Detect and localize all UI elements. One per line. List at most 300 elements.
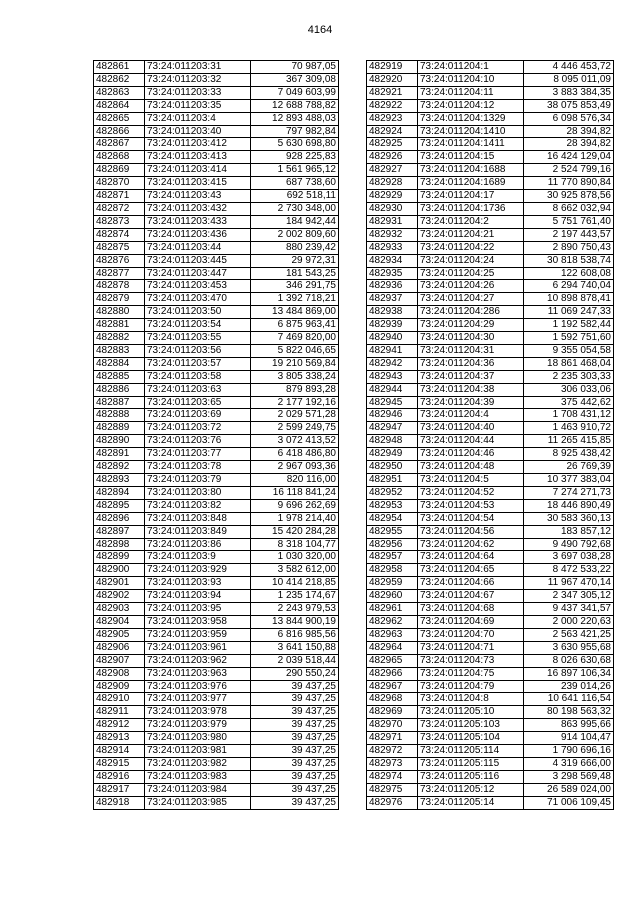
cadastral-number-cell: 73:24:011204:70: [418, 628, 524, 641]
value-cell: 11 967 470,14: [524, 577, 614, 590]
table-row: [367, 641, 614, 654]
table-row: [94, 138, 339, 151]
value-cell: 2 000 220,63: [524, 615, 614, 628]
value-cell: 9 490 792,68: [524, 538, 614, 551]
value-cell: 2 599 249,75: [251, 422, 339, 435]
cadastral-number-cell: 73:24:011204:62: [418, 538, 524, 551]
cadastral-number-cell: 73:24:011203:413: [145, 151, 251, 164]
value-cell: 6 098 576,34: [524, 112, 614, 125]
row-number-cell: 482932: [367, 228, 418, 241]
page-number: 4164: [307, 24, 333, 36]
cadastral-number-cell: 73:24:011204:75: [418, 667, 524, 680]
table-row: [367, 693, 614, 706]
row-number-cell: 482920: [367, 73, 418, 86]
cadastral-number-cell: 73:24:011203:80: [145, 486, 251, 499]
row-number-cell: 482899: [94, 551, 145, 564]
row-number-cell: 482973: [367, 757, 418, 770]
cadastral-number-cell: 73:24:011204:73: [418, 654, 524, 667]
table-row: [367, 344, 614, 357]
cadastral-number-cell: 73:24:011203:470: [145, 293, 251, 306]
cadastral-number-cell: 73:24:011204:21: [418, 228, 524, 241]
cadastral-table-left-body: [94, 61, 339, 810]
value-cell: 10 898 878,41: [524, 293, 614, 306]
cadastral-number-cell: 73:24:011203:35: [145, 99, 251, 112]
value-cell: 4 446 453,72: [524, 61, 614, 74]
value-cell: 13 844 900,19: [251, 615, 339, 628]
cadastral-number-cell: 73:24:011204:30: [418, 332, 524, 345]
row-number-cell: 482871: [94, 190, 145, 203]
row-number-cell: 482893: [94, 474, 145, 487]
row-number-cell: 482960: [367, 590, 418, 603]
value-cell: 8 026 630,68: [524, 654, 614, 667]
value-cell: 39 437,25: [251, 719, 339, 732]
table-row: [367, 164, 614, 177]
cadastral-number-cell: 73:24:011204:22: [418, 241, 524, 254]
cadastral-number-cell: 73:24:011204:52: [418, 486, 524, 499]
value-cell: 7 049 603,99: [251, 86, 339, 99]
row-number-cell: 482974: [367, 770, 418, 783]
cadastral-number-cell: 73:24:011203:433: [145, 215, 251, 228]
cadastral-number-cell: 73:24:011203:959: [145, 628, 251, 641]
value-cell: 28 394,82: [524, 125, 614, 138]
table-row: [94, 409, 339, 422]
table-row: [367, 267, 614, 280]
cadastral-number-cell: 73:24:011203:63: [145, 383, 251, 396]
table-row: [94, 499, 339, 512]
table-row: [94, 512, 339, 525]
table-row: [94, 267, 339, 280]
table-row: [367, 228, 614, 241]
row-number-cell: 482890: [94, 435, 145, 448]
cadastral-number-cell: 73:24:011204:39: [418, 396, 524, 409]
value-cell: 2 524 799,16: [524, 164, 614, 177]
table-row: [367, 525, 614, 538]
row-number-cell: 482950: [367, 461, 418, 474]
value-cell: 1 561 965,12: [251, 164, 339, 177]
cadastral-number-cell: 73:24:011205:115: [418, 757, 524, 770]
row-number-cell: 482931: [367, 215, 418, 228]
table-row: [367, 499, 614, 512]
cadastral-number-cell: 73:24:011203:33: [145, 86, 251, 99]
table-row: [94, 448, 339, 461]
value-cell: 7 274 271,73: [524, 486, 614, 499]
cadastral-number-cell: 73:24:011204:1410: [418, 125, 524, 138]
value-cell: 9 696 262,69: [251, 499, 339, 512]
cadastral-number-cell: 73:24:011203:984: [145, 783, 251, 796]
table-row: [367, 241, 614, 254]
cadastral-number-cell: 73:24:011205:103: [418, 719, 524, 732]
table-row: [367, 177, 614, 190]
cadastral-table-left: [93, 60, 339, 810]
cadastral-number-cell: 73:24:011205:114: [418, 745, 524, 758]
row-number-cell: 482906: [94, 641, 145, 654]
row-number-cell: 482862: [94, 73, 145, 86]
row-number-cell: 482912: [94, 719, 145, 732]
value-cell: 9 437 341,57: [524, 603, 614, 616]
cadastral-number-cell: 73:24:011203:44: [145, 241, 251, 254]
row-number-cell: 482888: [94, 409, 145, 422]
table-row: [367, 332, 614, 345]
row-number-cell: 482963: [367, 628, 418, 641]
row-number-cell: 482922: [367, 99, 418, 112]
row-number-cell: 482863: [94, 86, 145, 99]
row-number-cell: 482911: [94, 706, 145, 719]
value-cell: 367 309,08: [251, 73, 339, 86]
table-row: [367, 667, 614, 680]
table-row: [367, 461, 614, 474]
table-row: [367, 719, 614, 732]
value-cell: 2 039 518,44: [251, 654, 339, 667]
value-cell: 2 177 192,16: [251, 396, 339, 409]
value-cell: 2 890 750,43: [524, 241, 614, 254]
row-number-cell: 482873: [94, 215, 145, 228]
cadastral-number-cell: 73:24:011204:1: [418, 61, 524, 74]
value-cell: 12 688 788,82: [251, 99, 339, 112]
value-cell: 5 822 046,65: [251, 344, 339, 357]
value-cell: 1 463 910,72: [524, 422, 614, 435]
value-cell: 19 210 569,84: [251, 357, 339, 370]
cadastral-number-cell: 73:24:011204:26: [418, 280, 524, 293]
table-row: [94, 215, 339, 228]
row-number-cell: 482958: [367, 564, 418, 577]
value-cell: 183 857,12: [524, 525, 614, 538]
cadastral-number-cell: 73:24:011203:979: [145, 719, 251, 732]
row-number-cell: 482938: [367, 306, 418, 319]
value-cell: 914 104,47: [524, 732, 614, 745]
value-cell: 39 437,25: [251, 680, 339, 693]
cadastral-number-cell: 73:24:011203:962: [145, 654, 251, 667]
value-cell: 30 583 360,13: [524, 512, 614, 525]
row-number-cell: 482925: [367, 138, 418, 151]
table-row: [94, 564, 339, 577]
value-cell: 3 697 038,28: [524, 551, 614, 564]
value-cell: 6 418 486,80: [251, 448, 339, 461]
value-cell: 39 437,25: [251, 796, 339, 809]
row-number-cell: 482934: [367, 254, 418, 267]
table-row: [94, 706, 339, 719]
value-cell: 38 075 853,49: [524, 99, 614, 112]
table-row: [367, 319, 614, 332]
cadastral-number-cell: 73:24:011204:286: [418, 306, 524, 319]
value-cell: 6 294 740,04: [524, 280, 614, 293]
table-row: [367, 125, 614, 138]
table-row: [367, 628, 614, 641]
value-cell: 181 543,25: [251, 267, 339, 280]
table-row: [94, 86, 339, 99]
table-row: [367, 551, 614, 564]
row-number-cell: 482939: [367, 319, 418, 332]
row-number-cell: 482894: [94, 486, 145, 499]
row-number-cell: 482914: [94, 745, 145, 758]
value-cell: 346 291,75: [251, 280, 339, 293]
row-number-cell: 482916: [94, 770, 145, 783]
value-cell: 39 437,25: [251, 745, 339, 758]
table-row: [94, 293, 339, 306]
cadastral-number-cell: 73:24:011204:37: [418, 370, 524, 383]
value-cell: 10 414 218,85: [251, 577, 339, 590]
row-number-cell: 482877: [94, 267, 145, 280]
table-row: [94, 577, 339, 590]
row-number-cell: 482889: [94, 422, 145, 435]
table-row: [94, 202, 339, 215]
value-cell: 16 424 129,04: [524, 151, 614, 164]
cadastral-number-cell: 73:24:011204:64: [418, 551, 524, 564]
table-row: [94, 319, 339, 332]
table-row: [94, 383, 339, 396]
value-cell: 5 630 698,80: [251, 138, 339, 151]
cadastral-number-cell: 73:24:011203:43: [145, 190, 251, 203]
row-number-cell: 482910: [94, 693, 145, 706]
table-row: [367, 254, 614, 267]
row-number-cell: 482954: [367, 512, 418, 525]
row-number-cell: 482887: [94, 396, 145, 409]
value-cell: 2 197 443,57: [524, 228, 614, 241]
row-number-cell: 482875: [94, 241, 145, 254]
row-number-cell: 482869: [94, 164, 145, 177]
row-number-cell: 482949: [367, 448, 418, 461]
cadastral-number-cell: 73:24:011204:79: [418, 680, 524, 693]
cadastral-number-cell: 73:24:011203:40: [145, 125, 251, 138]
table-row: [367, 680, 614, 693]
row-number-cell: 482876: [94, 254, 145, 267]
cadastral-number-cell: 73:24:011203:982: [145, 757, 251, 770]
value-cell: 15 420 284,28: [251, 525, 339, 538]
cadastral-number-cell: 73:24:011203:50: [145, 306, 251, 319]
value-cell: 2 563 421,25: [524, 628, 614, 641]
row-number-cell: 482967: [367, 680, 418, 693]
row-number-cell: 482962: [367, 615, 418, 628]
row-number-cell: 482897: [94, 525, 145, 538]
value-cell: 2 243 979,53: [251, 603, 339, 616]
value-cell: 9 355 054,58: [524, 344, 614, 357]
table-row: [94, 112, 339, 125]
row-number-cell: 482907: [94, 654, 145, 667]
table-row: [367, 190, 614, 203]
cadastral-number-cell: 73:24:011203:82: [145, 499, 251, 512]
cadastral-number-cell: 73:24:011203:958: [145, 615, 251, 628]
row-number-cell: 482923: [367, 112, 418, 125]
value-cell: 880 239,42: [251, 241, 339, 254]
table-row: [367, 422, 614, 435]
row-number-cell: 482937: [367, 293, 418, 306]
row-number-cell: 482901: [94, 577, 145, 590]
value-cell: 2 347 305,12: [524, 590, 614, 603]
table-row: [94, 719, 339, 732]
value-cell: 30 818 538,74: [524, 254, 614, 267]
table-row: [94, 99, 339, 112]
row-number-cell: 482909: [94, 680, 145, 693]
table-row: [94, 603, 339, 616]
row-number-cell: 482968: [367, 693, 418, 706]
row-number-cell: 482975: [367, 783, 418, 796]
row-number-cell: 482878: [94, 280, 145, 293]
cadastral-number-cell: 73:24:011204:2: [418, 215, 524, 228]
cadastral-number-cell: 73:24:011203:977: [145, 693, 251, 706]
cadastral-number-cell: 73:24:011203:77: [145, 448, 251, 461]
cadastral-number-cell: 73:24:011203:65: [145, 396, 251, 409]
row-number-cell: 482872: [94, 202, 145, 215]
value-cell: 2 730 348,00: [251, 202, 339, 215]
cadastral-number-cell: 73:24:011205:104: [418, 732, 524, 745]
value-cell: 2 235 303,33: [524, 370, 614, 383]
cadastral-number-cell: 73:24:011204:66: [418, 577, 524, 590]
cadastral-number-cell: 73:24:011204:1411: [418, 138, 524, 151]
value-cell: 16 118 841,24: [251, 486, 339, 499]
table-row: [94, 177, 339, 190]
table-row: [94, 435, 339, 448]
value-cell: 26 589 024,00: [524, 783, 614, 796]
cadastral-number-cell: 73:24:011204:11: [418, 86, 524, 99]
row-number-cell: 482882: [94, 332, 145, 345]
row-number-cell: 482946: [367, 409, 418, 422]
cadastral-number-cell: 73:24:011204:12: [418, 99, 524, 112]
table-row: [94, 757, 339, 770]
table-row: [367, 577, 614, 590]
table-row: [94, 474, 339, 487]
row-number-cell: 482870: [94, 177, 145, 190]
row-number-cell: 482918: [94, 796, 145, 809]
table-row: [367, 357, 614, 370]
cadastral-number-cell: 73:24:011204:1688: [418, 164, 524, 177]
value-cell: 8 662 032,94: [524, 202, 614, 215]
row-number-cell: 482956: [367, 538, 418, 551]
row-number-cell: 482898: [94, 538, 145, 551]
table-row: [94, 680, 339, 693]
value-cell: 692 518,11: [251, 190, 339, 203]
row-number-cell: 482913: [94, 732, 145, 745]
row-number-cell: 482976: [367, 796, 418, 809]
table-row: [367, 215, 614, 228]
row-number-cell: 482970: [367, 719, 418, 732]
cadastral-number-cell: 73:24:011203:981: [145, 745, 251, 758]
cadastral-number-cell: 73:24:011203:980: [145, 732, 251, 745]
table-row: [94, 551, 339, 564]
table-row: [94, 280, 339, 293]
cadastral-number-cell: 73:24:011203:95: [145, 603, 251, 616]
row-number-cell: 482945: [367, 396, 418, 409]
cadastral-number-cell: 73:24:011203:447: [145, 267, 251, 280]
value-cell: 1 030 320,00: [251, 551, 339, 564]
table-row: [94, 190, 339, 203]
value-cell: 3 582 612,00: [251, 564, 339, 577]
table-row: [94, 525, 339, 538]
row-number-cell: 482886: [94, 383, 145, 396]
value-cell: 39 437,25: [251, 783, 339, 796]
table-row: [94, 654, 339, 667]
cadastral-number-cell: 73:24:011205:116: [418, 770, 524, 783]
value-cell: 30 925 878,56: [524, 190, 614, 203]
cadastral-number-cell: 73:24:011203:72: [145, 422, 251, 435]
table-row: [367, 654, 614, 667]
value-cell: 3 298 569,48: [524, 770, 614, 783]
value-cell: 1 978 214,40: [251, 512, 339, 525]
row-number-cell: 482965: [367, 654, 418, 667]
row-number-cell: 482961: [367, 603, 418, 616]
cadastral-number-cell: 73:24:011204:69: [418, 615, 524, 628]
table-row: [94, 396, 339, 409]
table-row: [94, 164, 339, 177]
row-number-cell: 482917: [94, 783, 145, 796]
value-cell: 2 967 093,36: [251, 461, 339, 474]
row-number-cell: 482940: [367, 332, 418, 345]
cadastral-number-cell: 73:24:011204:56: [418, 525, 524, 538]
row-number-cell: 482928: [367, 177, 418, 190]
cadastral-number-cell: 73:24:011204:29: [418, 319, 524, 332]
value-cell: 3 072 413,52: [251, 435, 339, 448]
value-cell: 4 319 666,00: [524, 757, 614, 770]
cadastral-number-cell: 73:24:011203:94: [145, 590, 251, 603]
row-number-cell: 482942: [367, 357, 418, 370]
table-row: [367, 538, 614, 551]
value-cell: 1 592 751,60: [524, 332, 614, 345]
value-cell: 39 437,25: [251, 706, 339, 719]
cadastral-number-cell: 73:24:011204:38: [418, 383, 524, 396]
row-number-cell: 482867: [94, 138, 145, 151]
value-cell: 879 893,28: [251, 383, 339, 396]
row-number-cell: 482969: [367, 706, 418, 719]
table-row: [367, 112, 614, 125]
table-row: [94, 486, 339, 499]
value-cell: 1 708 431,12: [524, 409, 614, 422]
value-cell: 306 033,06: [524, 383, 614, 396]
value-cell: 184 942,44: [251, 215, 339, 228]
row-number-cell: 482948: [367, 435, 418, 448]
value-cell: 6 816 985,56: [251, 628, 339, 641]
cadastral-number-cell: 73:24:011204:1689: [418, 177, 524, 190]
row-number-cell: 482955: [367, 525, 418, 538]
value-cell: 39 437,25: [251, 757, 339, 770]
row-number-cell: 482919: [367, 61, 418, 74]
row-number-cell: 482927: [367, 164, 418, 177]
value-cell: 10 641 116,54: [524, 693, 614, 706]
table-row: [94, 228, 339, 241]
cadastral-number-cell: 73:24:011203:69: [145, 409, 251, 422]
cadastral-number-cell: 73:24:011203:78: [145, 461, 251, 474]
row-number-cell: 482895: [94, 499, 145, 512]
table-row: [367, 783, 614, 796]
cadastral-table-right-body: [367, 61, 614, 810]
cadastral-number-cell: 73:24:011204:31: [418, 344, 524, 357]
value-cell: 13 484 869,00: [251, 306, 339, 319]
table-row: [367, 396, 614, 409]
value-cell: 39 437,25: [251, 770, 339, 783]
value-cell: 8 925 438,42: [524, 448, 614, 461]
cadastral-number-cell: 73:24:011204:53: [418, 499, 524, 512]
cadastral-number-cell: 73:24:011203:976: [145, 680, 251, 693]
table-row: [367, 603, 614, 616]
cadastral-number-cell: 73:24:011203:58: [145, 370, 251, 383]
value-cell: 122 608,08: [524, 267, 614, 280]
cadastral-number-cell: 73:24:011204:17: [418, 190, 524, 203]
table-row: [367, 770, 614, 783]
row-number-cell: 482959: [367, 577, 418, 590]
value-cell: 71 006 109,45: [524, 796, 614, 809]
cadastral-number-cell: 73:24:011204:71: [418, 641, 524, 654]
value-cell: 797 982,84: [251, 125, 339, 138]
table-row: [367, 706, 614, 719]
cadastral-number-cell: 73:24:011204:8: [418, 693, 524, 706]
row-number-cell: 482908: [94, 667, 145, 680]
table-row: [367, 86, 614, 99]
row-number-cell: 482943: [367, 370, 418, 383]
value-cell: 5 751 761,40: [524, 215, 614, 228]
table-row: [367, 590, 614, 603]
cadastral-number-cell: 73:24:011204:48: [418, 461, 524, 474]
table-row: [94, 332, 339, 345]
cadastral-number-cell: 73:24:011204:40: [418, 422, 524, 435]
cadastral-number-cell: 73:24:011203:57: [145, 357, 251, 370]
value-cell: 18 446 890,49: [524, 499, 614, 512]
